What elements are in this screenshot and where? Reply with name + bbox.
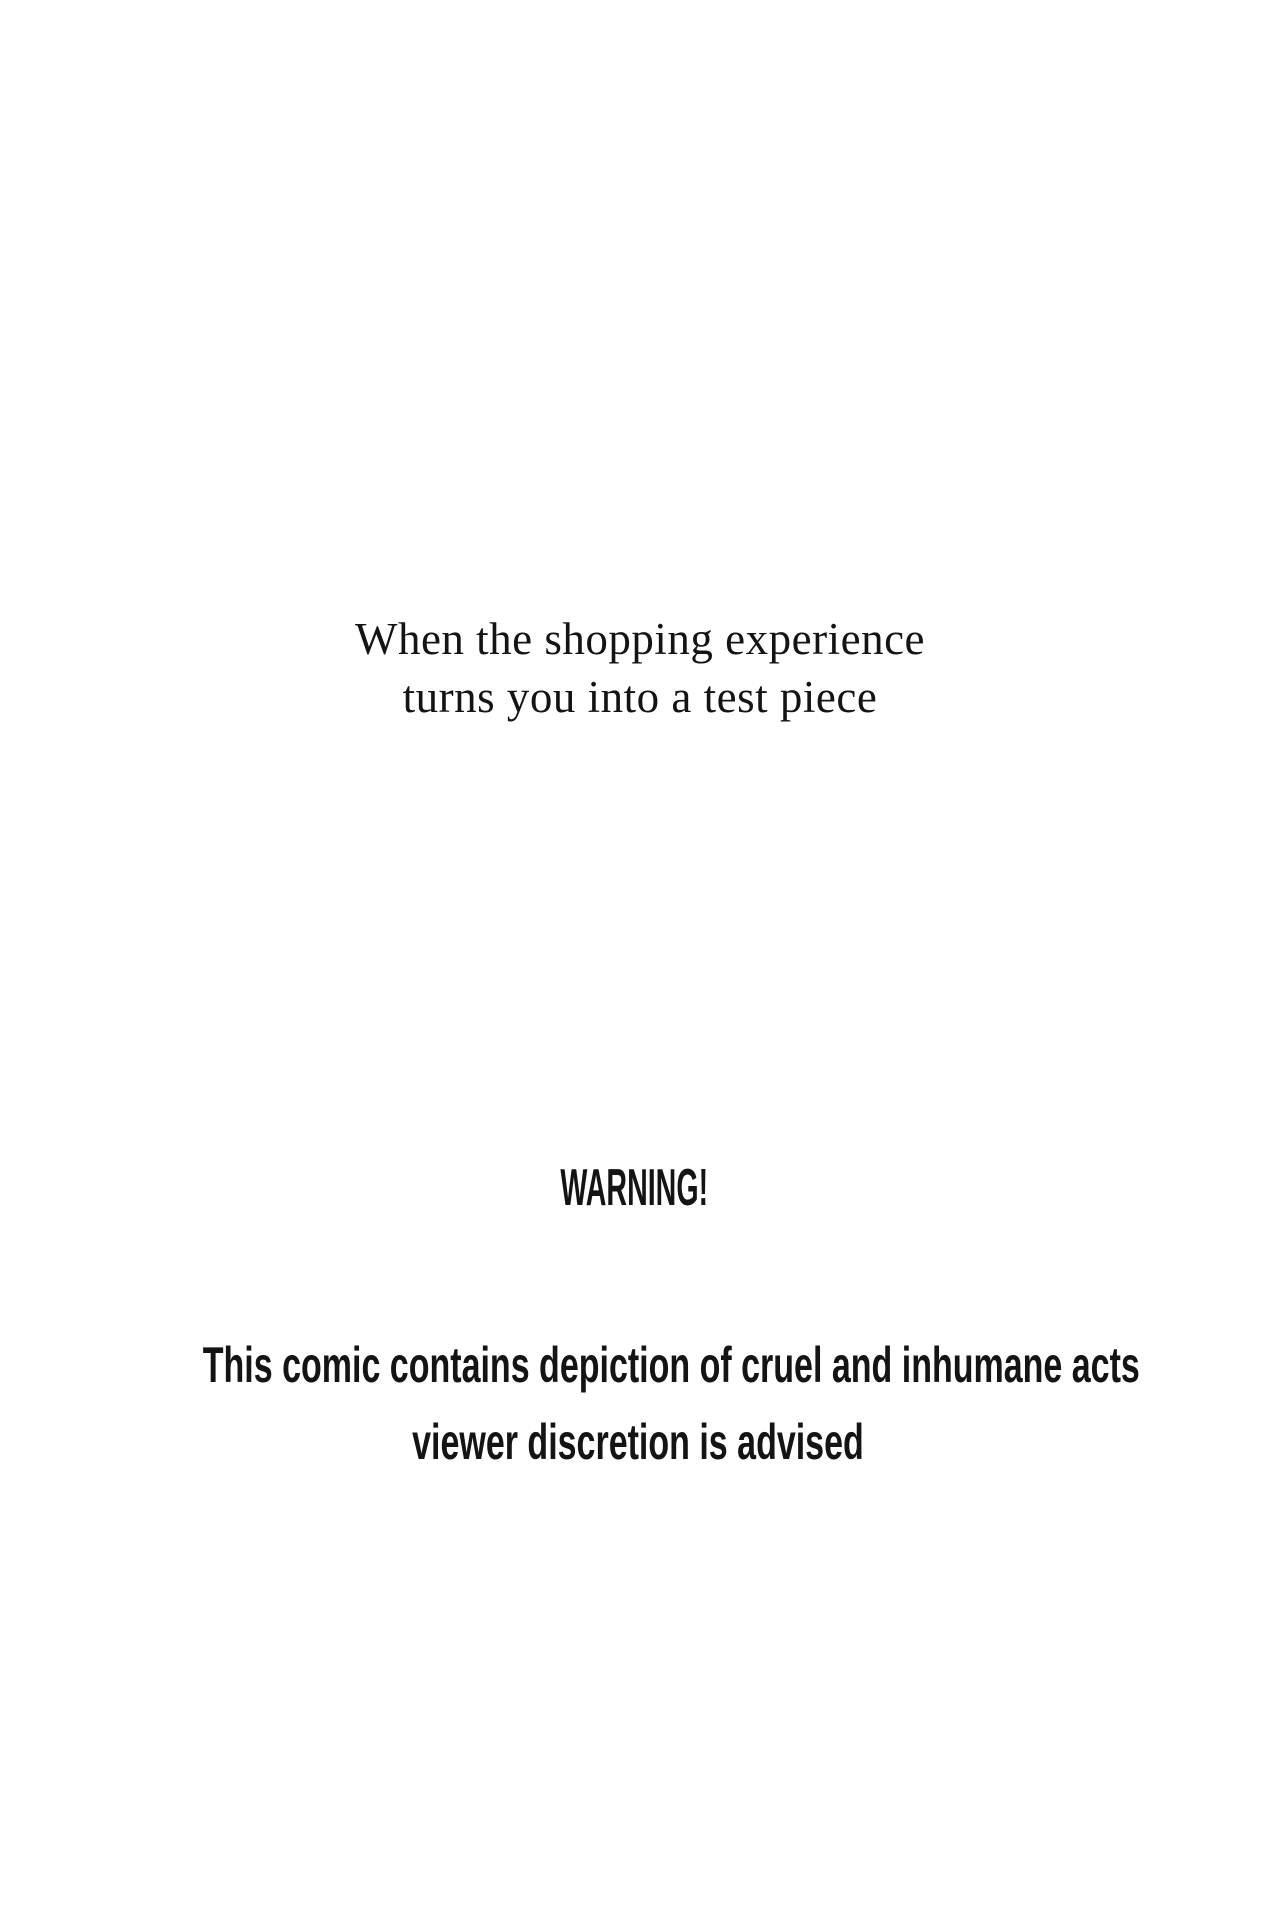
- warning-label: WARNING!: [560, 1159, 709, 1217]
- title-line-1: When the shopping experience: [354, 614, 926, 664]
- disclaimer-line-1: This comic contains depiction of cruel and inhumane acts: [202, 1337, 1140, 1393]
- warning-heading: [282, 1158, 986, 1218]
- title-line-2: turns you into a test piece: [402, 672, 878, 722]
- page-title: [0, 610, 1280, 726]
- disclaimer-line-2: viewer discretion is advised: [412, 1414, 864, 1470]
- disclaimer-text: [202, 1327, 1140, 1481]
